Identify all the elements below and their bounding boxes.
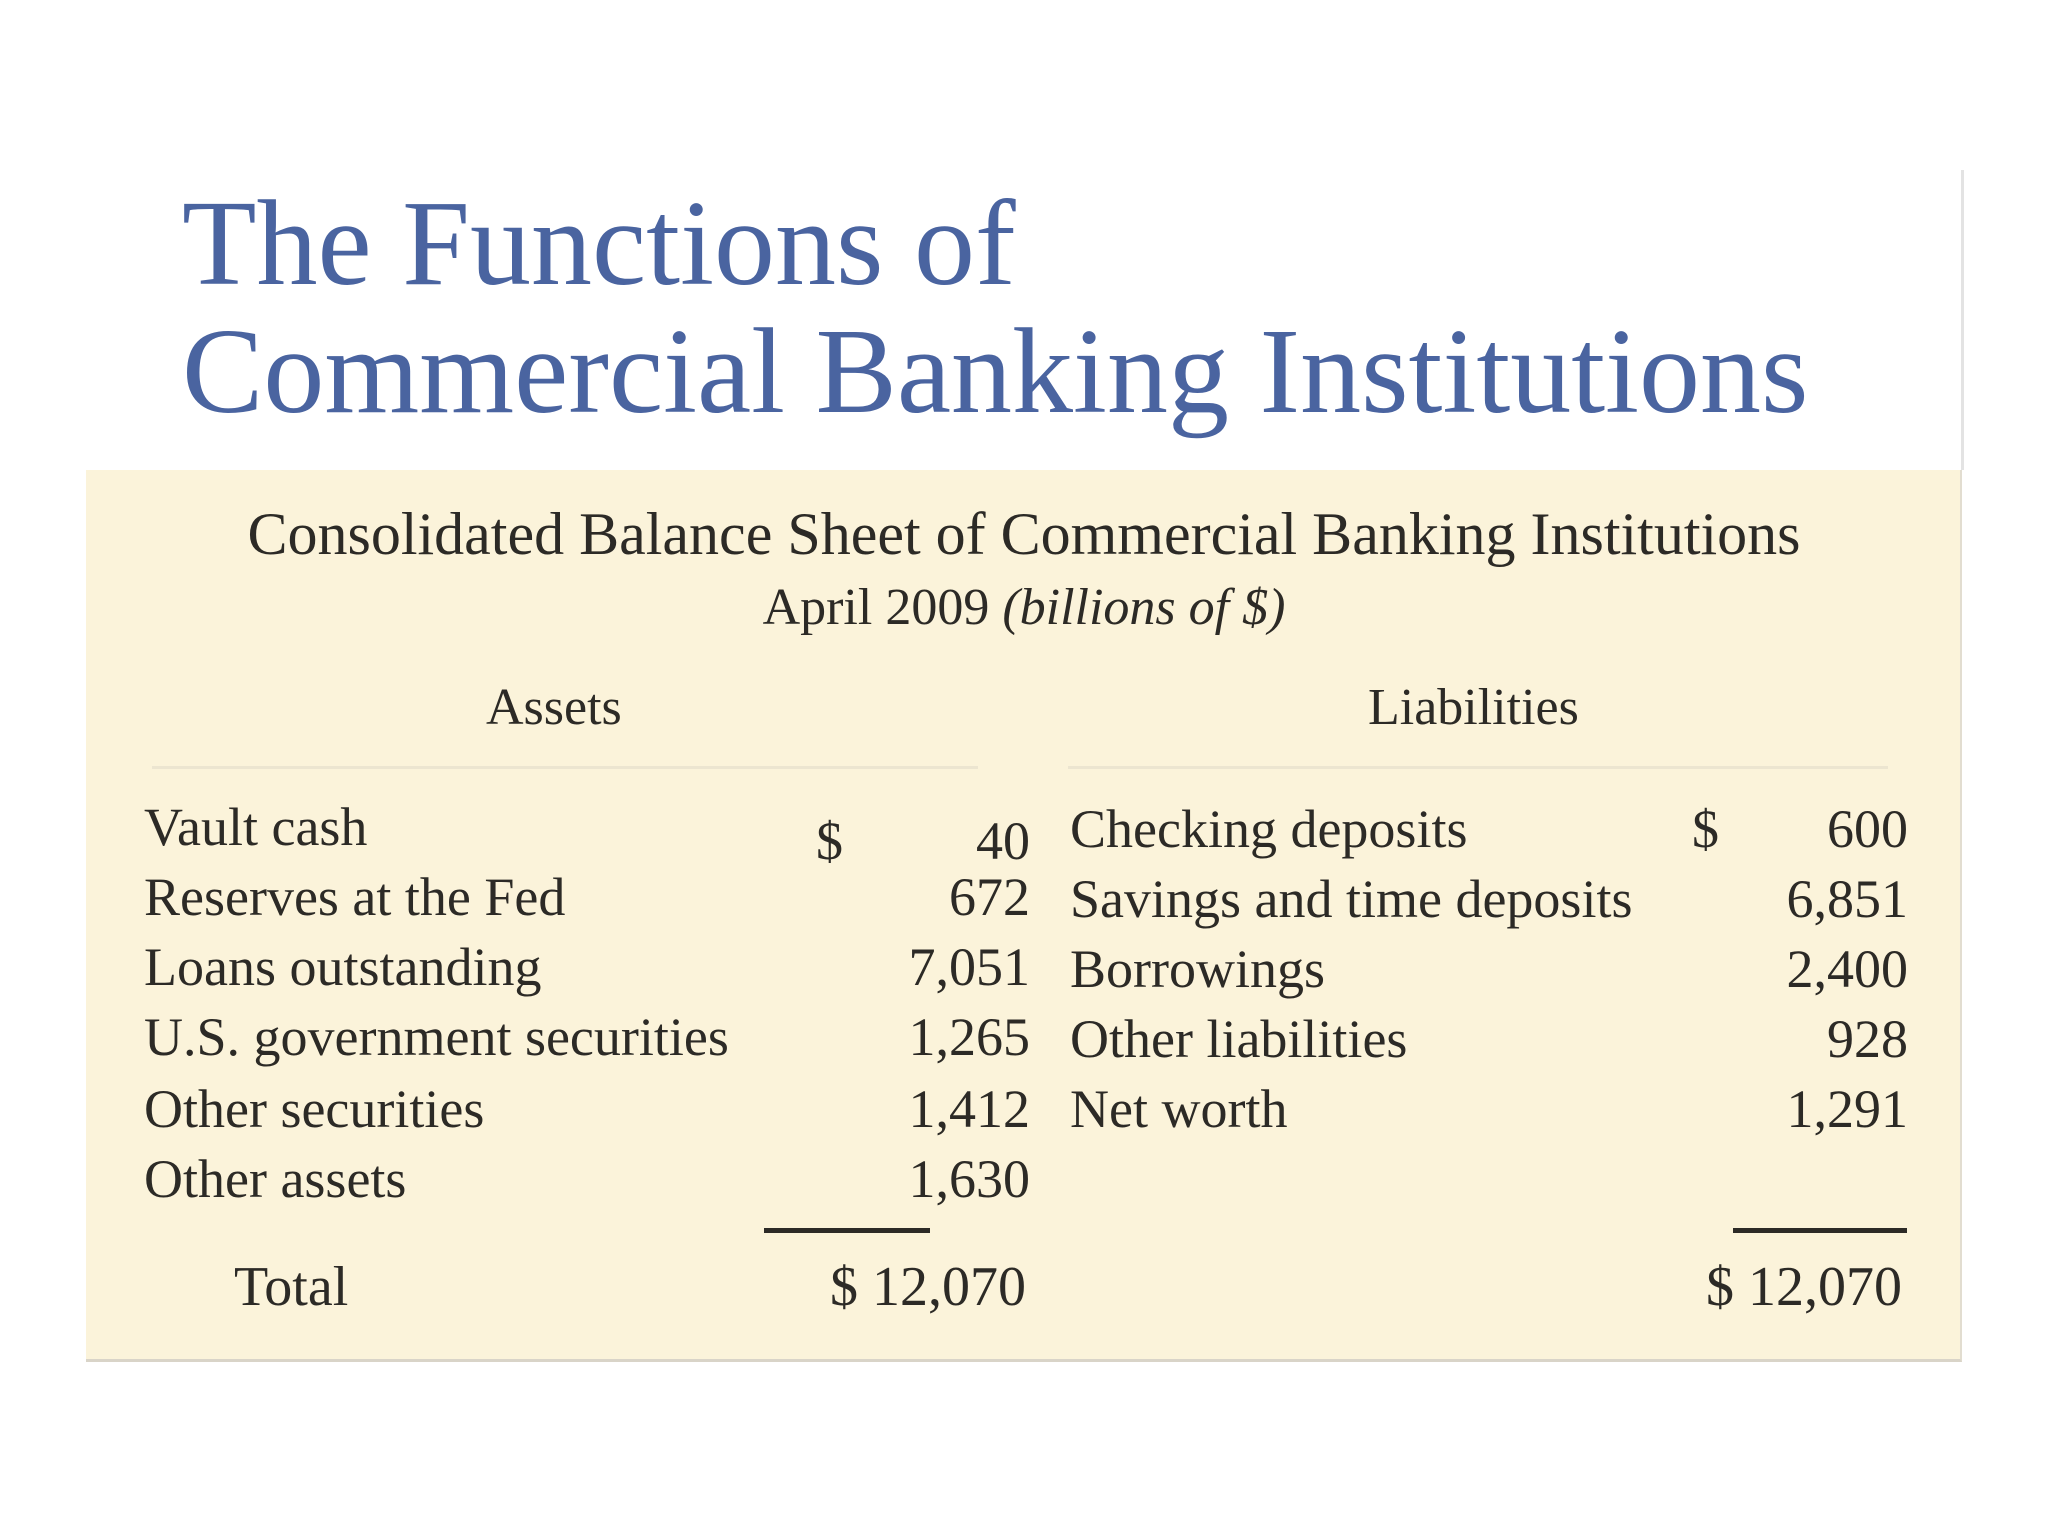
- slide-title-line-2: Commercial Banking Institutions: [182, 304, 1809, 439]
- liabilities-total-rule: [1733, 1228, 1907, 1233]
- asset-value: 40: [976, 811, 1030, 871]
- liabilities-total-value: $ 12,070: [1706, 1256, 1902, 1318]
- slide-title-line-1: The Functions of: [182, 176, 1016, 311]
- balance-sheet-panel: [86, 470, 1962, 1362]
- balance-sheet-unit: (billions of $): [1002, 579, 1286, 636]
- asset-value: 672: [949, 867, 1030, 927]
- liability-label: Savings and time deposits: [1070, 869, 1633, 929]
- balance-sheet-title: Consolidated Balance Sheet of Commercial Banking Institutions: [247, 501, 1801, 567]
- asset-value: 1,630: [908, 1149, 1030, 1209]
- liability-row: [1070, 794, 1908, 864]
- slide-title: [182, 176, 1809, 439]
- asset-label: Other securities: [144, 1079, 485, 1139]
- liability-row: [1070, 864, 1908, 934]
- liability-value: 6,851: [1786, 869, 1908, 929]
- asset-value: 1,412: [908, 1079, 1030, 1139]
- liabilities-header-rule: [1068, 766, 1888, 769]
- liability-label: Checking deposits: [1070, 799, 1468, 859]
- liability-value: 928: [1827, 1009, 1908, 1069]
- balance-sheet-date: April 2009: [762, 579, 990, 636]
- liability-row: [1070, 934, 1908, 1004]
- asset-label: Vault cash: [144, 797, 368, 857]
- asset-row: [144, 1074, 1030, 1144]
- total-label: Total: [234, 1256, 349, 1318]
- asset-row: [144, 1002, 1030, 1072]
- liability-value: 1,291: [1786, 1079, 1908, 1139]
- liability-currency: $: [1692, 799, 1719, 859]
- liability-row: [1070, 1074, 1908, 1144]
- liability-label: Borrowings: [1070, 939, 1325, 999]
- assets-total-value: $ 12,070: [830, 1256, 1026, 1318]
- balance-sheet-subtitle: [86, 578, 1962, 638]
- assets-header: Assets: [486, 679, 622, 736]
- assets-header-rule: [152, 766, 978, 769]
- asset-currency: $: [816, 811, 843, 871]
- asset-label: U.S. government securities: [144, 1007, 729, 1067]
- liability-value: 2,400: [1786, 939, 1908, 999]
- assets-total-rule: [764, 1228, 930, 1233]
- asset-value: 7,051: [908, 937, 1030, 997]
- asset-row: [144, 792, 1030, 871]
- asset-row: [144, 932, 1030, 1002]
- asset-value: 1,265: [908, 1007, 1030, 1067]
- liabilities-header: Liabilities: [1368, 679, 1579, 736]
- asset-row: [144, 1144, 1030, 1214]
- asset-label: Other assets: [144, 1149, 407, 1209]
- asset-row: [144, 862, 1030, 932]
- asset-label: Reserves at the Fed: [144, 867, 566, 927]
- liability-label: Other liabilities: [1070, 1009, 1408, 1069]
- liability-value: 600: [1827, 799, 1908, 859]
- liability-label: Net worth: [1070, 1079, 1288, 1139]
- liability-row: [1070, 1004, 1908, 1074]
- slide-edge-divider: [1961, 170, 1964, 470]
- asset-label: Loans outstanding: [144, 937, 542, 997]
